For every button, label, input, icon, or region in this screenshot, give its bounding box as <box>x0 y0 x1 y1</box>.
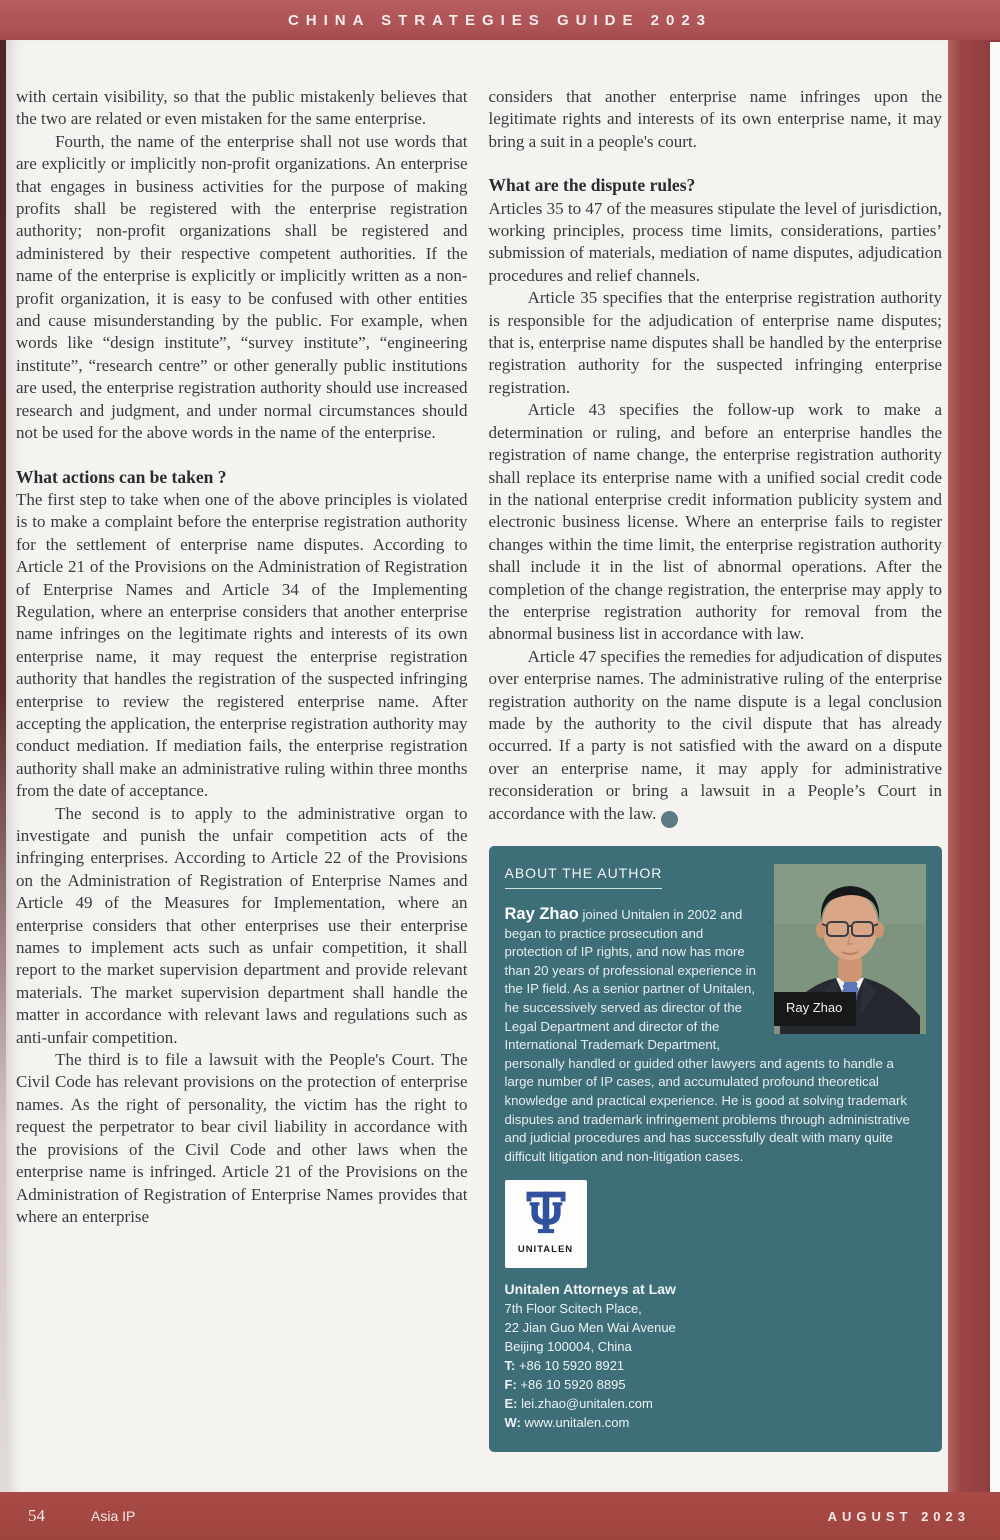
paragraph: considers that another enterprise name infringes upon the legitimate rights and interests of its own enterprise name, it may bring a suit in a people's court. <box>488 87 942 151</box>
address-line: 7th Floor Scitech Place, <box>504 1300 642 1316</box>
phone-label: T: <box>504 1357 516 1373</box>
fax-line <box>505 1375 927 1394</box>
paragraph: The third is to file a lawsuit with the People's Court. The Civil Code has relevant provisions on the protection of enterprise names. As the right of personality, the victim has the right to request the perpetrator to bear civil liability in accordance with the provisions of the Civil Code and other laws when the enterprise name is infringed. Article 21 of the Provisions on the Administration of Registration of Enterprise Names provides that where an enterprise <box>16 1050 468 1226</box>
web-line <box>505 1413 927 1432</box>
paragraph: Fourth, the name of the enterprise shall not use words that are explicitly or implicitly non-profit organizations. An enterprise that engages in business activities for the purpose of making profits shall be registered with the enterprise registration authority; non-profit organizations shall be registered and administered by their respective competent authorities. If the name of the enterprise is explicitly or implicitly written as a non-profit organization, it is easy to be confused with other entities and cause misunderstanding by the public. For example, when words like “design institute”, “survey institute”, “engineering institute”, “research centre” or other generally public institutions are used, the enterprise registration authority should use increased research and judgment, and under normal circumstances should not be used for the above words in the name of the enterprise. <box>16 131 468 443</box>
paragraph: Article 35 specifies that the enterprise registration authority is responsible for the adjudication of enterprise name disputes; that is, enterprise name disputes shall be handled by the enterprise registration authority for the suspected infringing enterprise registration. <box>488 288 942 397</box>
paragraph: The first step to take when one of the above principles is violated is to make a complaint before the enterprise registration authority for the settlement of enterprise name disputes. According to Article 21 of the Provisions on the Administration of Registration of Enterprise Names and Article 34 of the Implementing Regulation, where an enterprise considers that another enterprise name infringes on the legitimate rights and interests of its own enterprise name, it may request the enterprise registration authority that handles the registration of the suspected infringing enterprise to review the registered enterprise name. After accepting the application, the enterprise registration authority may conduct mediation. If mediation fails, the enterprise registration authority shall make an administrative ruling within three months from the date of acceptance. <box>16 489 468 801</box>
section-heading-actions: What actions can be taken ? <box>16 466 227 487</box>
magazine-page <box>6 40 948 1492</box>
asia-ip-end-badge-icon: AIP <box>661 811 678 828</box>
issue-date: AUGUST 2023 <box>827 1508 970 1524</box>
fax-number: +86 10 5920 8895 <box>520 1376 626 1392</box>
address-line: Beijing 100004, China <box>504 1338 632 1354</box>
fax-label: F: <box>504 1376 517 1392</box>
web-label: W: <box>504 1414 521 1430</box>
magazine-name: Asia IP <box>91 1508 136 1524</box>
phone-number: +86 10 5920 8921 <box>518 1357 625 1373</box>
paragraph: Articles 35 to 47 of the measures stipulate the level of jurisdiction, working principles, process time limits, considerations, parties’ submission of materials, mediation of name disputes, adjudication procedures and relief channels. <box>488 198 942 285</box>
unitalen-logo-card <box>505 1180 587 1267</box>
paragraph <box>489 646 943 828</box>
banner-title: CHINA STRATEGIES GUIDE 2023 <box>287 11 713 29</box>
unitalen-logo-text: UNITALEN <box>517 1244 574 1256</box>
web-address: www.unitalen.com <box>524 1414 630 1430</box>
author-bio-text: joined Unitalen in 2002 and began to practice prosecution and protection of IP rights, and now has more than 20 years of professional experience in the IP field. As a senior partner of Unitalen, he successively served as director of the Legal Department and director of the International Trademark Department, personally handled or guided other lawyers and agents to handle a large number of IP cases, and accumulated profound theoretical knowledge and practical experience. He is good at solving trademark disputes and trademark infringement problems through administrative and judicial procedures and has successfully dealt with many quite difficult litigation and non-litigation cases. <box>504 907 910 1164</box>
two-column-layout <box>6 40 948 1452</box>
page-number: 54 <box>28 1506 45 1525</box>
email-line <box>505 1394 927 1413</box>
email-address: lei.zhao@unitalen.com <box>521 1395 653 1411</box>
author-photo <box>774 864 926 1034</box>
page-right-edge <box>948 40 990 1492</box>
contact-block <box>505 1280 927 1432</box>
phone-line <box>505 1356 927 1375</box>
email-label: E: <box>504 1395 518 1411</box>
unitalen-logo-icon <box>520 1188 572 1236</box>
photo-caption: Ray Zhao <box>774 992 856 1025</box>
address-line: 22 Jian Guo Men Wai Avenue <box>504 1319 676 1335</box>
paragraph: with certain visibility, so that the public mistakenly believes that the two are related or even mistaken for the same enterprise. <box>16 87 468 129</box>
paragraph-text: Article 47 specifies the remedies for adjudication of disputes over enterprise names. The administrative ruling of the enterprise registration authority on the name dispute is a legal conclusion made by the authority to the civil dispute that has already occurred. If a party is not satisfied with the award on a dispute over an enterprise name, it may apply for administrative reconsideration or bring a lawsuit in a People’s Court in accordance with the law. <box>488 646 942 823</box>
firm-name: Unitalen Attorneys at Law <box>504 1280 676 1297</box>
top-banner <box>0 0 1000 42</box>
footer-band <box>0 1492 1000 1540</box>
about-header: ABOUT THE AUTHOR <box>505 862 663 889</box>
paragraph: Article 43 specifies the follow-up work to make a determination or ruling, and before an enterprise handles the registration of name change, the enterprise registration authority shall replace its enterprise name with a unified social credit code in the national enterprise credit information publicity system and electronic business license. Where an enterprise fails to register changes within the time limit, the enterprise registration authority shall include it in the list of abnormal operations. After the completion of the change registration, the enterprise may apply to the enterprise registration authority for removal from the abnormal business list in accordance with law. <box>488 400 942 644</box>
left-column <box>16 86 468 1452</box>
paragraph: The second is to apply to the administrative organ to investigate and punish the unfair competition acts of the infringing enterprises. According to Article 22 of the Provisions on the Administration of Registration of Enterprise Names and Article 49 of the Measures for Implementation, where an enterprise considers that other enterprises use their enterprise names to implement acts such as unfair competition, it shall report to the market supervision department and provide relevant materials. The market supervision department shall handle the matter in accordance with relevant laws and regulations such as anti-unfair competition. <box>16 803 468 1047</box>
author-name: Ray Zhao <box>504 905 579 923</box>
right-column <box>489 86 943 1452</box>
section-heading-dispute-rules: What are the dispute rules? <box>488 175 696 196</box>
about-the-author-box <box>489 846 943 1452</box>
